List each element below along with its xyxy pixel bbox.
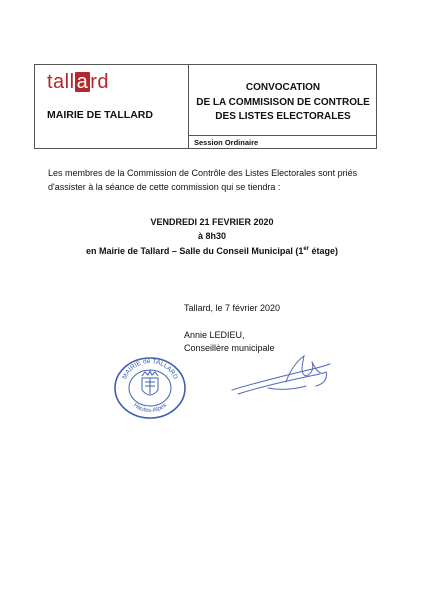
meeting-time: à 8h30 <box>197 230 227 241</box>
signatory-name: Annie LEDIEU, <box>184 330 245 340</box>
place-date: Tallard, le 7 février 2020 <box>184 303 281 313</box>
meeting-location: en Mairie de Tallard – Salle du Conseil Municipal (1er étage) <box>85 246 339 256</box>
tallard-logo: tall a rd <box>47 71 109 93</box>
organization-name: MAIRIE DE TALLARD <box>47 109 153 121</box>
signatory-role: Conseillère municipale <box>184 343 275 353</box>
handwritten-signature <box>228 352 348 402</box>
svg-text:Hautes-Alpes <box>132 403 168 414</box>
meeting-details <box>0 216 424 259</box>
svg-text:MAIRIE de TALLARD <box>121 358 179 381</box>
document-title <box>188 81 378 125</box>
signature-block <box>184 302 280 355</box>
title-line-1: CONVOCATION <box>245 82 321 93</box>
header-divider-horizontal <box>188 135 376 136</box>
stamp-bottom-text: Hautes-Alpes <box>132 402 168 415</box>
official-stamp <box>112 354 188 420</box>
intro-paragraph: Les membres de la Commission de Contrôle des Listes Electorales sont priés d'assister à la séance de cette commission qui se tiendra : <box>48 168 358 192</box>
meeting-date: VENDREDI 21 FEVRIER 2020 <box>150 217 274 227</box>
coat-of-arms-icon <box>142 371 158 395</box>
title-line-2: DE LA COMMISISON DE CONTROLE <box>196 96 370 108</box>
header-box <box>34 64 377 149</box>
title-line-3: DES LISTES ELECTORALES <box>215 111 351 122</box>
stamp-top-text: MAIRIE de TALLARD <box>121 357 179 381</box>
session-type: Session Ordinaire <box>194 138 259 147</box>
